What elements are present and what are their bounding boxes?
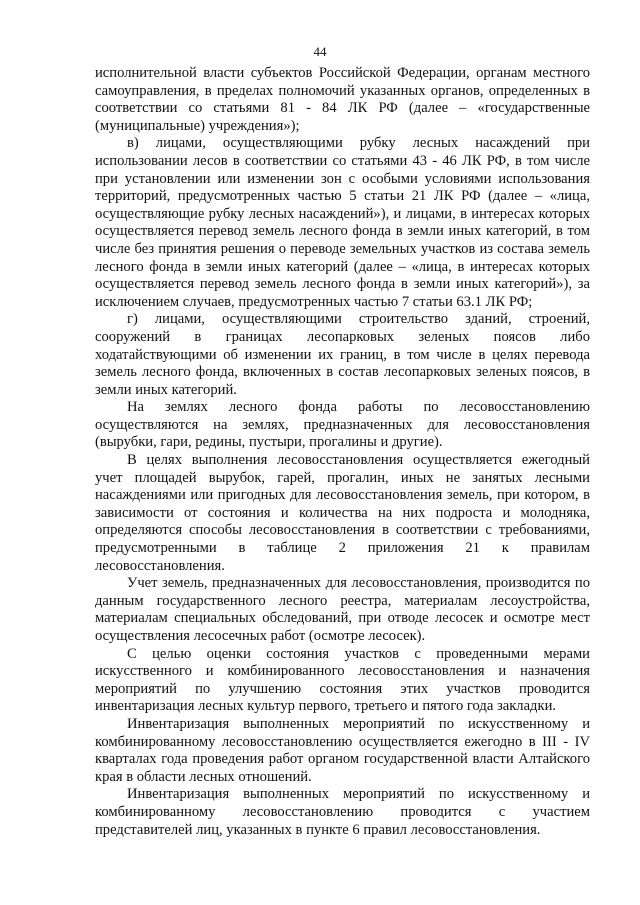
paragraph-land-accounting-sources: Учет земель, предназначенных для лесовосстановления, производится по данным государственного лесного реестра, материалам лесоустройства, материалам специальных обследований, при отводе лесосек и осмотре мест осуществления лесосечных работ (осмотре лесосек). bbox=[95, 575, 590, 644]
paragraph-item-g: г) лицами, осуществляющими строительство зданий, строений, сооружений в границах лесопарковых зеленых поясов либо ходатайствующими об изменении их границ, в том числе в целях перевода земель лесного фонда, включенных в состав лесопарковых зеленых поясов, в земли иных категорий. bbox=[95, 311, 590, 398]
paragraph-reforestation-lands: На землях лесного фонда работы по лесовосстановлению осуществляются на землях, предназначенных для лесовосстановления (вырубки, гари, редины, пустыри, прогалины и другие). bbox=[95, 399, 590, 451]
paragraph-item-v: в) лицами, осуществляющими рубку лесных насаждений при использовании лесов в соответствии со статьями 43 - 46 ЛК РФ, в том числе при установлении или изменении зон с особыми условиями использования территорий, предусмотренных частью 5 статьи 21 ЛК РФ (далее – «лица, осуществляющие рубку лесных насаждений»), и лицами, в интересах которых осуществляется перевод земель лесного фонда в земли иных категорий, в том числе без принятия решения о переводе земельных участков из состава земель лесного фонда в земли иных категорий (далее – «лица, в интересах которых осуществляется перевод земель лесного фонда в земли иных категорий»), за исключением случаев, предусмотренных частью 7 статьи 63.1 ЛК РФ; bbox=[95, 135, 590, 310]
paragraph-continuation: исполнительной власти субъектов Российской Федерации, органам местного самоуправления, в пределах полномочий указанных органов, определенных в соответствии со статьями 81 - 84 ЛК РФ (далее – «государственные (муниципальные) учреждения»); bbox=[95, 65, 590, 134]
paragraph-annual-accounting: В целях выполнения лесовосстановления осуществляется ежегодный учет площадей вырубок, гарей, прогалин, иных не занятых лесными насаждениями или пригодных для лесовосстановления земель, при котором, в зависимости от состояния и количества на них подроста и молодняка, определяются способы лесовосстановления в соответствии с требованиями, предусмотренными в таблице 2 приложения 21 к правилам лесовосстановления. bbox=[95, 452, 590, 574]
paragraph-inventory-schedule: Инвентаризация выполненных мероприятий по искусственному и комбинированному лесовосстановлению осуществляется ежегодно в III - IV кварталах года проведения работ органом государственной власти Алтайского края в области лесных отношений. bbox=[95, 715, 590, 785]
page-number: 44 bbox=[313, 44, 327, 59]
document-body bbox=[95, 65, 590, 839]
paragraph-inventory-purpose: С целью оценки состояния участков с проведенными мерами искусственного и комбинированного лесовосстановления и назначения мероприятий по улучшению состояния этих участков проводится инвентаризация лесных культур первого, третьего и пятого года закладки. bbox=[95, 645, 590, 715]
paragraph-inventory-participants: Инвентаризация выполненных мероприятий по искусственному и комбинированному лесовосстановлению проводится с участием представителей лиц, указанных в пункте 6 правил лесовосстановления. bbox=[95, 786, 590, 838]
